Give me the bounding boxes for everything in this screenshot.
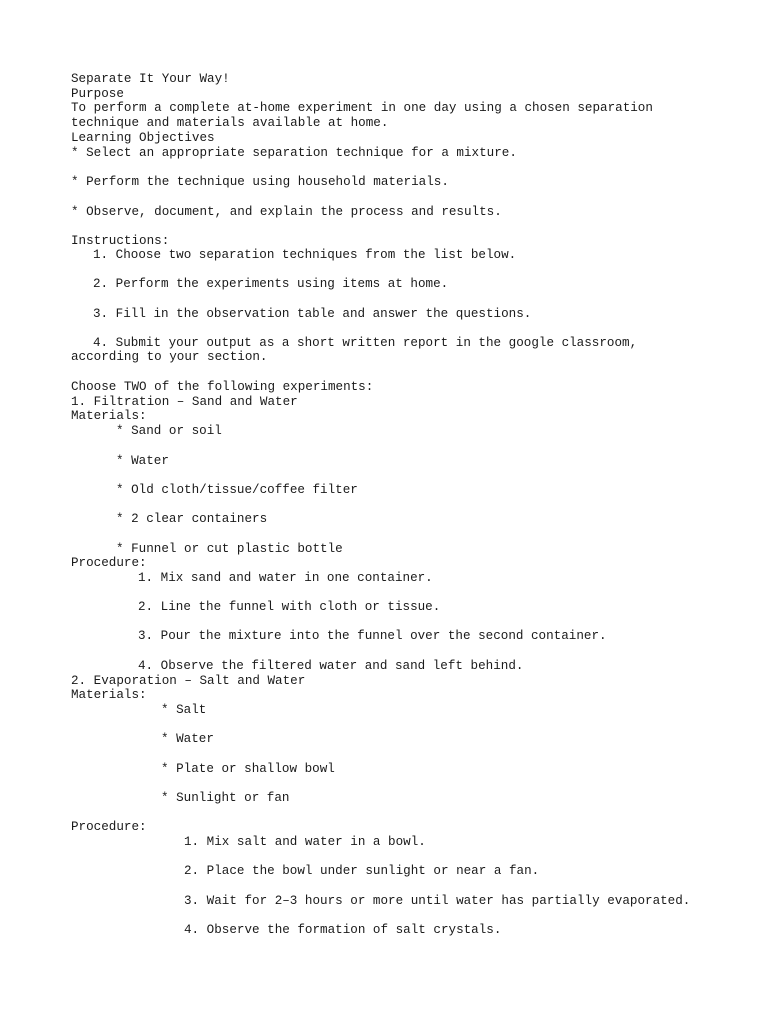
instruction-item: 3. Fill in the observation table and answer the questions. bbox=[93, 307, 532, 321]
procedure-step: 1. Mix sand and water in one container. bbox=[138, 571, 433, 585]
procedure-step: 3. Pour the mixture into the funnel over the second container. bbox=[138, 629, 607, 643]
procedure-step: 4. Observe the filtered water and sand left behind. bbox=[138, 659, 524, 673]
material-item: * Water bbox=[116, 454, 169, 468]
material-item: * Sunlight or fan bbox=[161, 791, 290, 805]
purpose-text-line: To perform a complete at-home experiment in one day using a chosen separation bbox=[71, 101, 653, 115]
purpose-text-line: technique and materials available at home. bbox=[71, 116, 389, 130]
procedure-step: 4. Observe the formation of salt crystals. bbox=[184, 923, 502, 937]
procedure-step: 2. Place the bowl under sunlight or near a fan. bbox=[184, 864, 540, 878]
instructions-heading: Instructions: bbox=[71, 234, 170, 248]
procedure-step: 2. Line the funnel with cloth or tissue. bbox=[138, 600, 441, 614]
material-item: * Salt bbox=[161, 703, 207, 717]
procedure-step: 3. Wait for 2–3 hours or more until water has partially evaporated. bbox=[184, 894, 691, 908]
materials-heading: Materials: bbox=[71, 409, 147, 423]
instruction-item: 1. Choose two separation techniques from the list below. bbox=[93, 248, 517, 262]
materials-heading: Materials: bbox=[71, 688, 147, 702]
instruction-item: 2. Perform the experiments using items at home. bbox=[93, 277, 449, 291]
instruction-item: 4. Submit your output as a short written report in the google classroom, bbox=[93, 336, 638, 350]
objective-item: * Observe, document, and explain the process and results. bbox=[71, 205, 502, 219]
experiment-title: 2. Evaporation – Salt and Water bbox=[71, 674, 306, 688]
objective-item: * Perform the technique using household materials. bbox=[71, 175, 449, 189]
material-item: * Plate or shallow bowl bbox=[161, 762, 335, 776]
learning-objectives-heading: Learning Objectives bbox=[71, 131, 215, 145]
document-title: Separate It Your Way! bbox=[71, 72, 230, 86]
instruction-continuation: according to your section. bbox=[71, 350, 268, 364]
procedure-heading: Procedure: bbox=[71, 820, 147, 834]
purpose-heading: Purpose bbox=[71, 87, 124, 101]
material-item: * 2 clear containers bbox=[116, 512, 268, 526]
material-item: * Sand or soil bbox=[116, 424, 222, 438]
procedure-heading: Procedure: bbox=[71, 556, 147, 570]
material-item: * Old cloth/tissue/coffee filter bbox=[116, 483, 358, 497]
choose-heading: Choose TWO of the following experiments: bbox=[71, 380, 374, 394]
experiment-title: 1. Filtration – Sand and Water bbox=[71, 395, 298, 409]
objective-item: * Select an appropriate separation technique for a mixture. bbox=[71, 146, 517, 160]
material-item: * Water bbox=[161, 732, 214, 746]
material-item: * Funnel or cut plastic bottle bbox=[116, 542, 343, 556]
procedure-step: 1. Mix salt and water in a bowl. bbox=[184, 835, 426, 849]
